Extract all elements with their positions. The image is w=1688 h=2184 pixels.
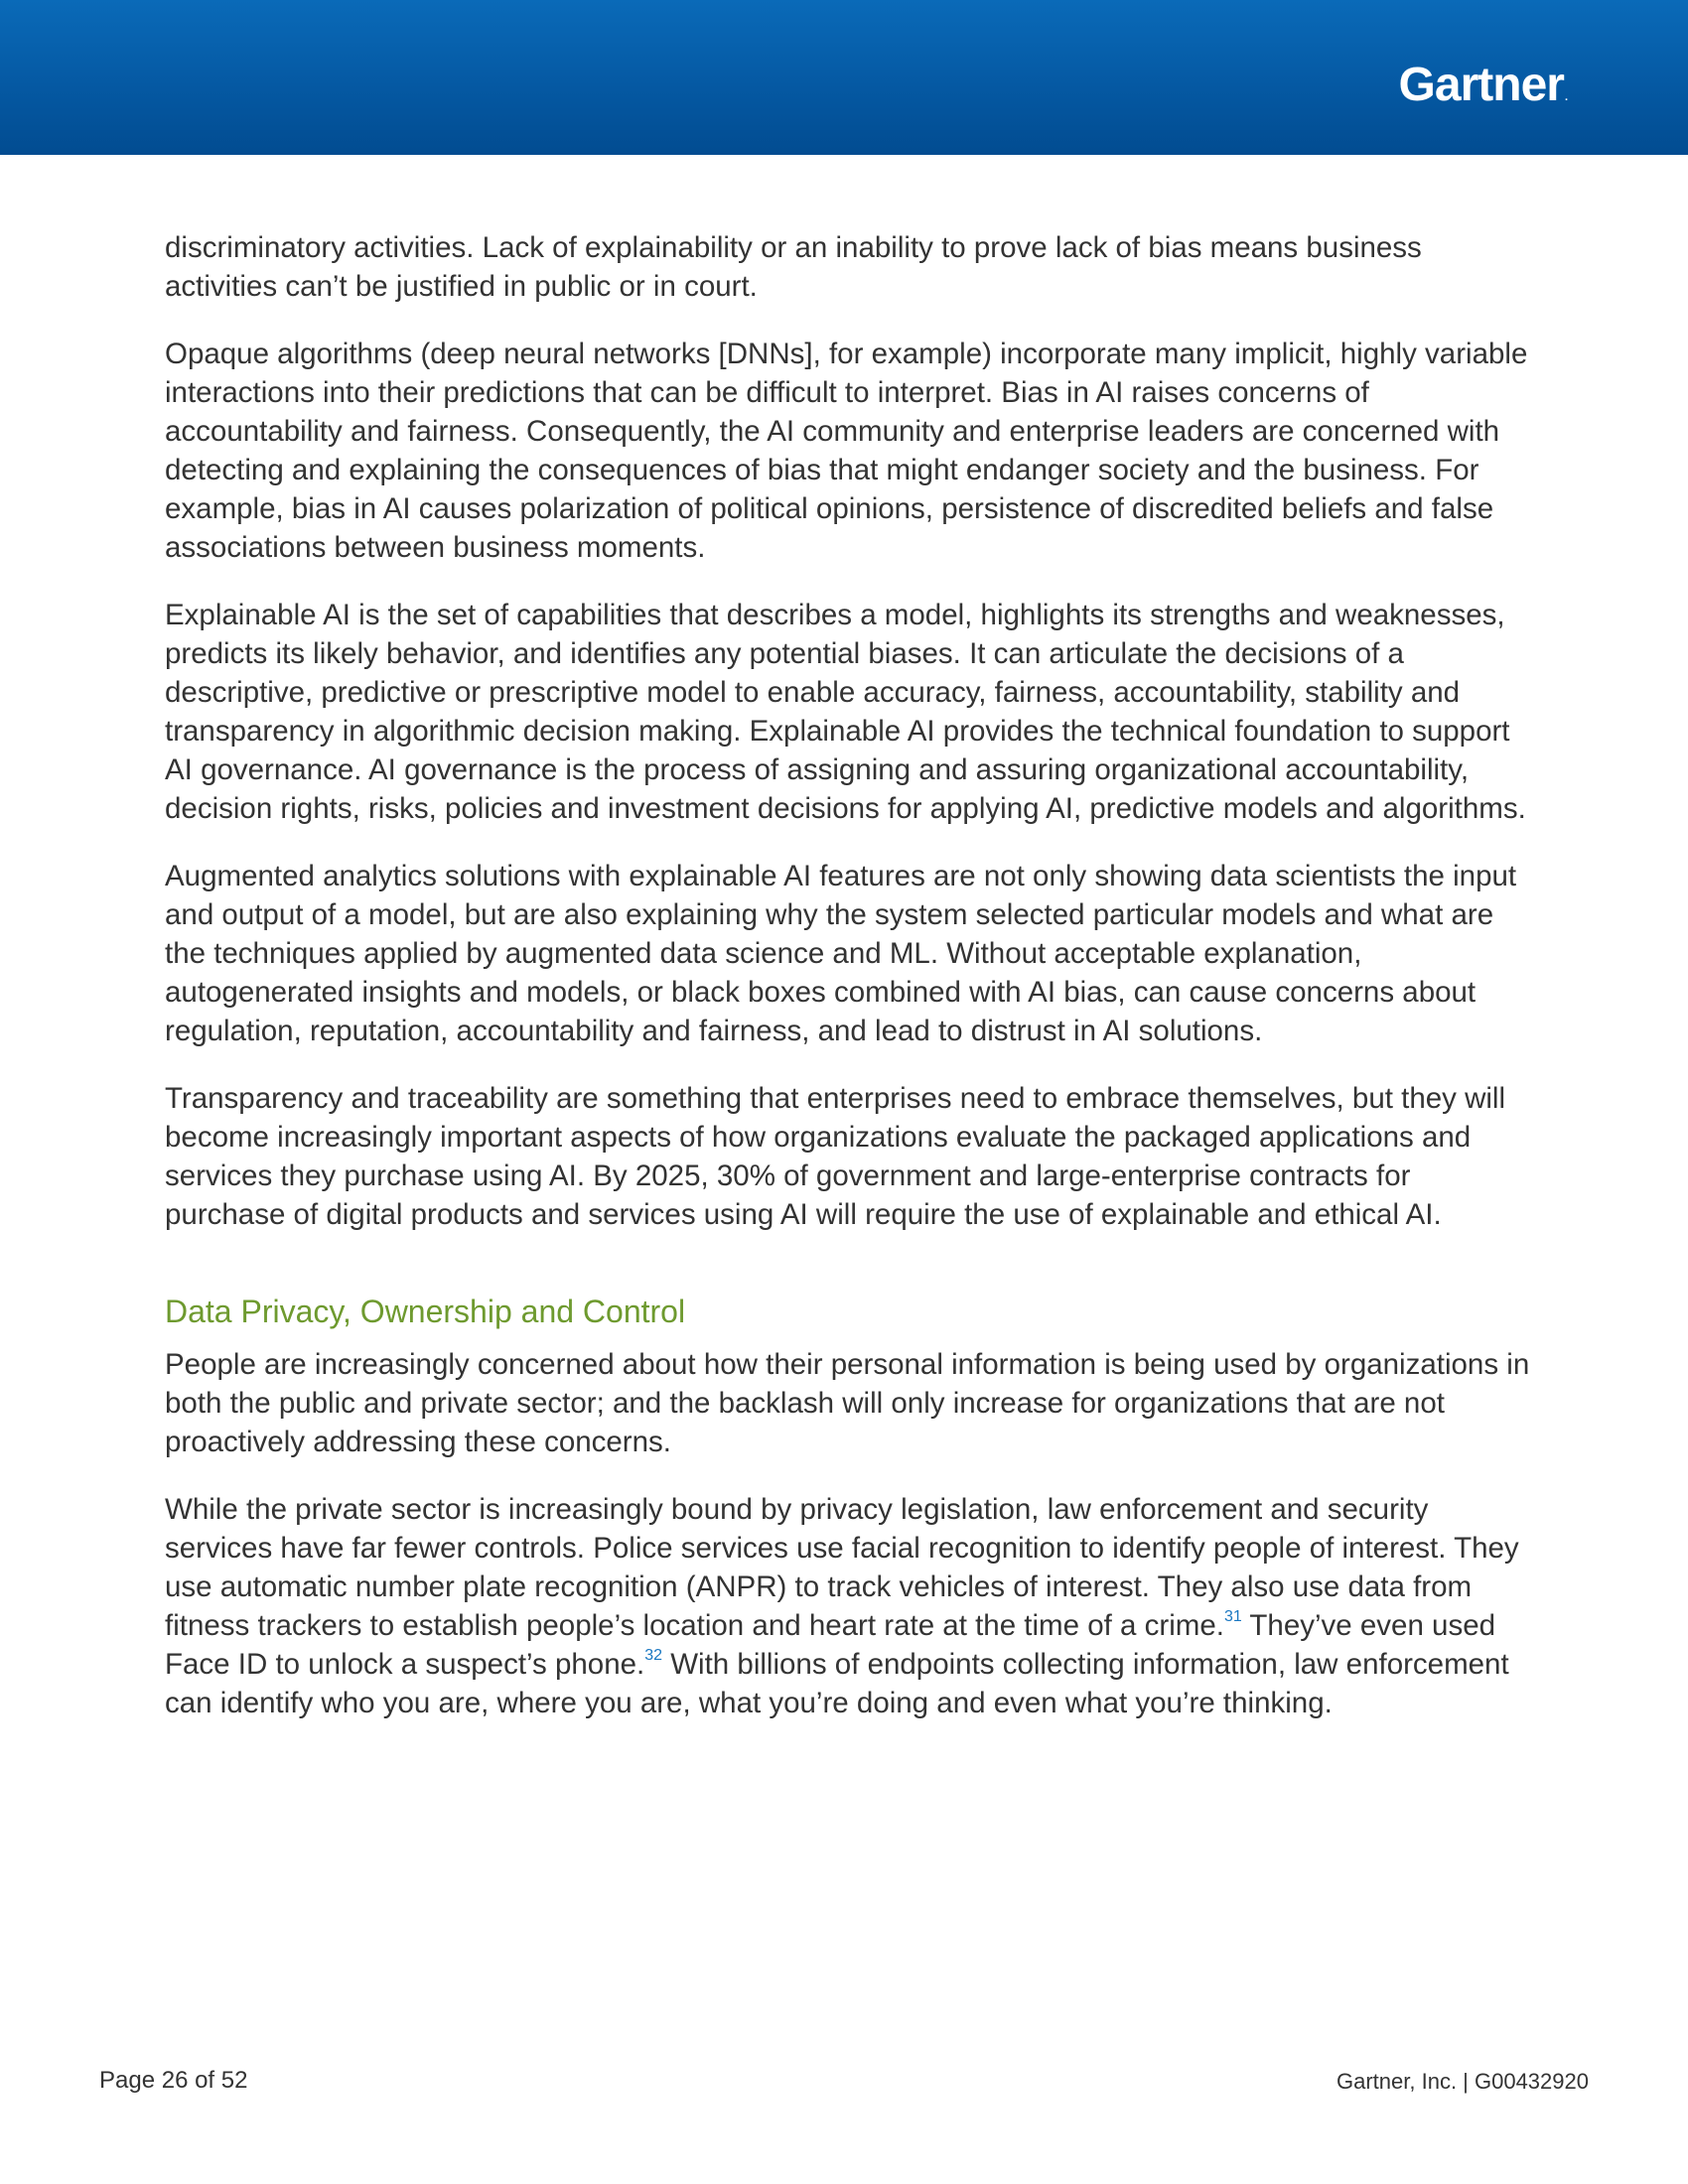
paragraph-text: They’ve even used Face ID to unlock a suspect’s phone. [165, 1609, 1496, 1681]
page-number: Page 26 of 52 [99, 2067, 248, 2094]
logo-mark: . [1564, 91, 1567, 103]
footnote-link-31[interactable]: 31 [1223, 1608, 1242, 1625]
logo-text: Gartner [1398, 59, 1564, 111]
paragraph: discriminatory activities. Lack of explainability or an inability to prove lack of bias means business activities can’t be justified in public or in court. [165, 231, 1422, 303]
paragraph-text: While the private sector is increasingly bound by privacy legislation, law enforcement and security services have far fewer controls. Police services use facial recognition to identify people of interest. They use automatic number plate recognition (ANPR) to track vehicles of interest. They also use data from fitness trackers to establish people’s location and heart rate at the time of a crime. [165, 1493, 1519, 1642]
paragraph-text: With billions of endpoints collecting information, law enforcement can identify who you are, where you are, what you’re doing and even what you’re thinking. [165, 1648, 1509, 1719]
paragraph: Transparency and traceability are something that enterprises need to embrace themselves, but they will become increasingly important aspects of how organizations evaluate the packaged applications and services they purchase using AI. By 2025, 30% of government and large-enterprise contracts for purchase of digital products and services using AI will require the use of explainable and ethical AI. [165, 1082, 1506, 1231]
footnote-link-32[interactable]: 32 [644, 1647, 663, 1664]
paragraph: People are increasingly concerned about how their personal information is being used by organizations in both the public and private sector; and the backlash will only increase for organizations that are not proactively addressing these concerns. [165, 1348, 1530, 1458]
section-heading: Data Privacy, Ownership and Control [165, 1294, 686, 1329]
paragraph: Explainable AI is the set of capabilities that describes a model, highlights its strengths and weaknesses, predicts its likely behavior, and identifies any potential biases. It can articulate the decisions of a descriptive, predictive or prescriptive model to enable accuracy, fairness, accountability, stability and transparency in algorithmic decision making. Explainable AI provides the technical foundation to support AI governance. AI governance is the process of assigning and assuring organizational accountability, decision rights, risks, policies and investment decisions for applying AI, predictive models and algorithms. [165, 599, 1526, 825]
gartner-logo [1398, 59, 1567, 111]
header-band [0, 0, 1688, 155]
document-id: Gartner, Inc. | G00432920 [1336, 2069, 1589, 2094]
paragraph-with-footnotes [165, 1490, 1535, 1722]
paragraph: Opaque algorithms (deep neural networks [DNNs], for example) incorporate many implicit, highly variable interactions into their predictions that can be difficult to interpret. Bias in AI raises concerns of accountability and fairness. Consequently, the AI community and enterprise leaders are concerned with detecting and explaining the consequences of bias that might endanger society and the business. For example, bias in AI causes polarization of political opinions, persistence of discredited beliefs and false associations between business moments. [165, 338, 1528, 564]
page-content [165, 228, 1535, 1751]
paragraph: Augmented analytics solutions with explainable AI features are not only showing data scientists the input and output of a model, but are also explaining why the system selected particular models and what are the techniques applied by augmented data science and ML. Without acceptable explanation, autogenerated insights and models, or black boxes combined with AI bias, can cause concerns about regulation, reputation, accountability and fairness, and lead to distrust in AI solutions. [165, 860, 1517, 1047]
